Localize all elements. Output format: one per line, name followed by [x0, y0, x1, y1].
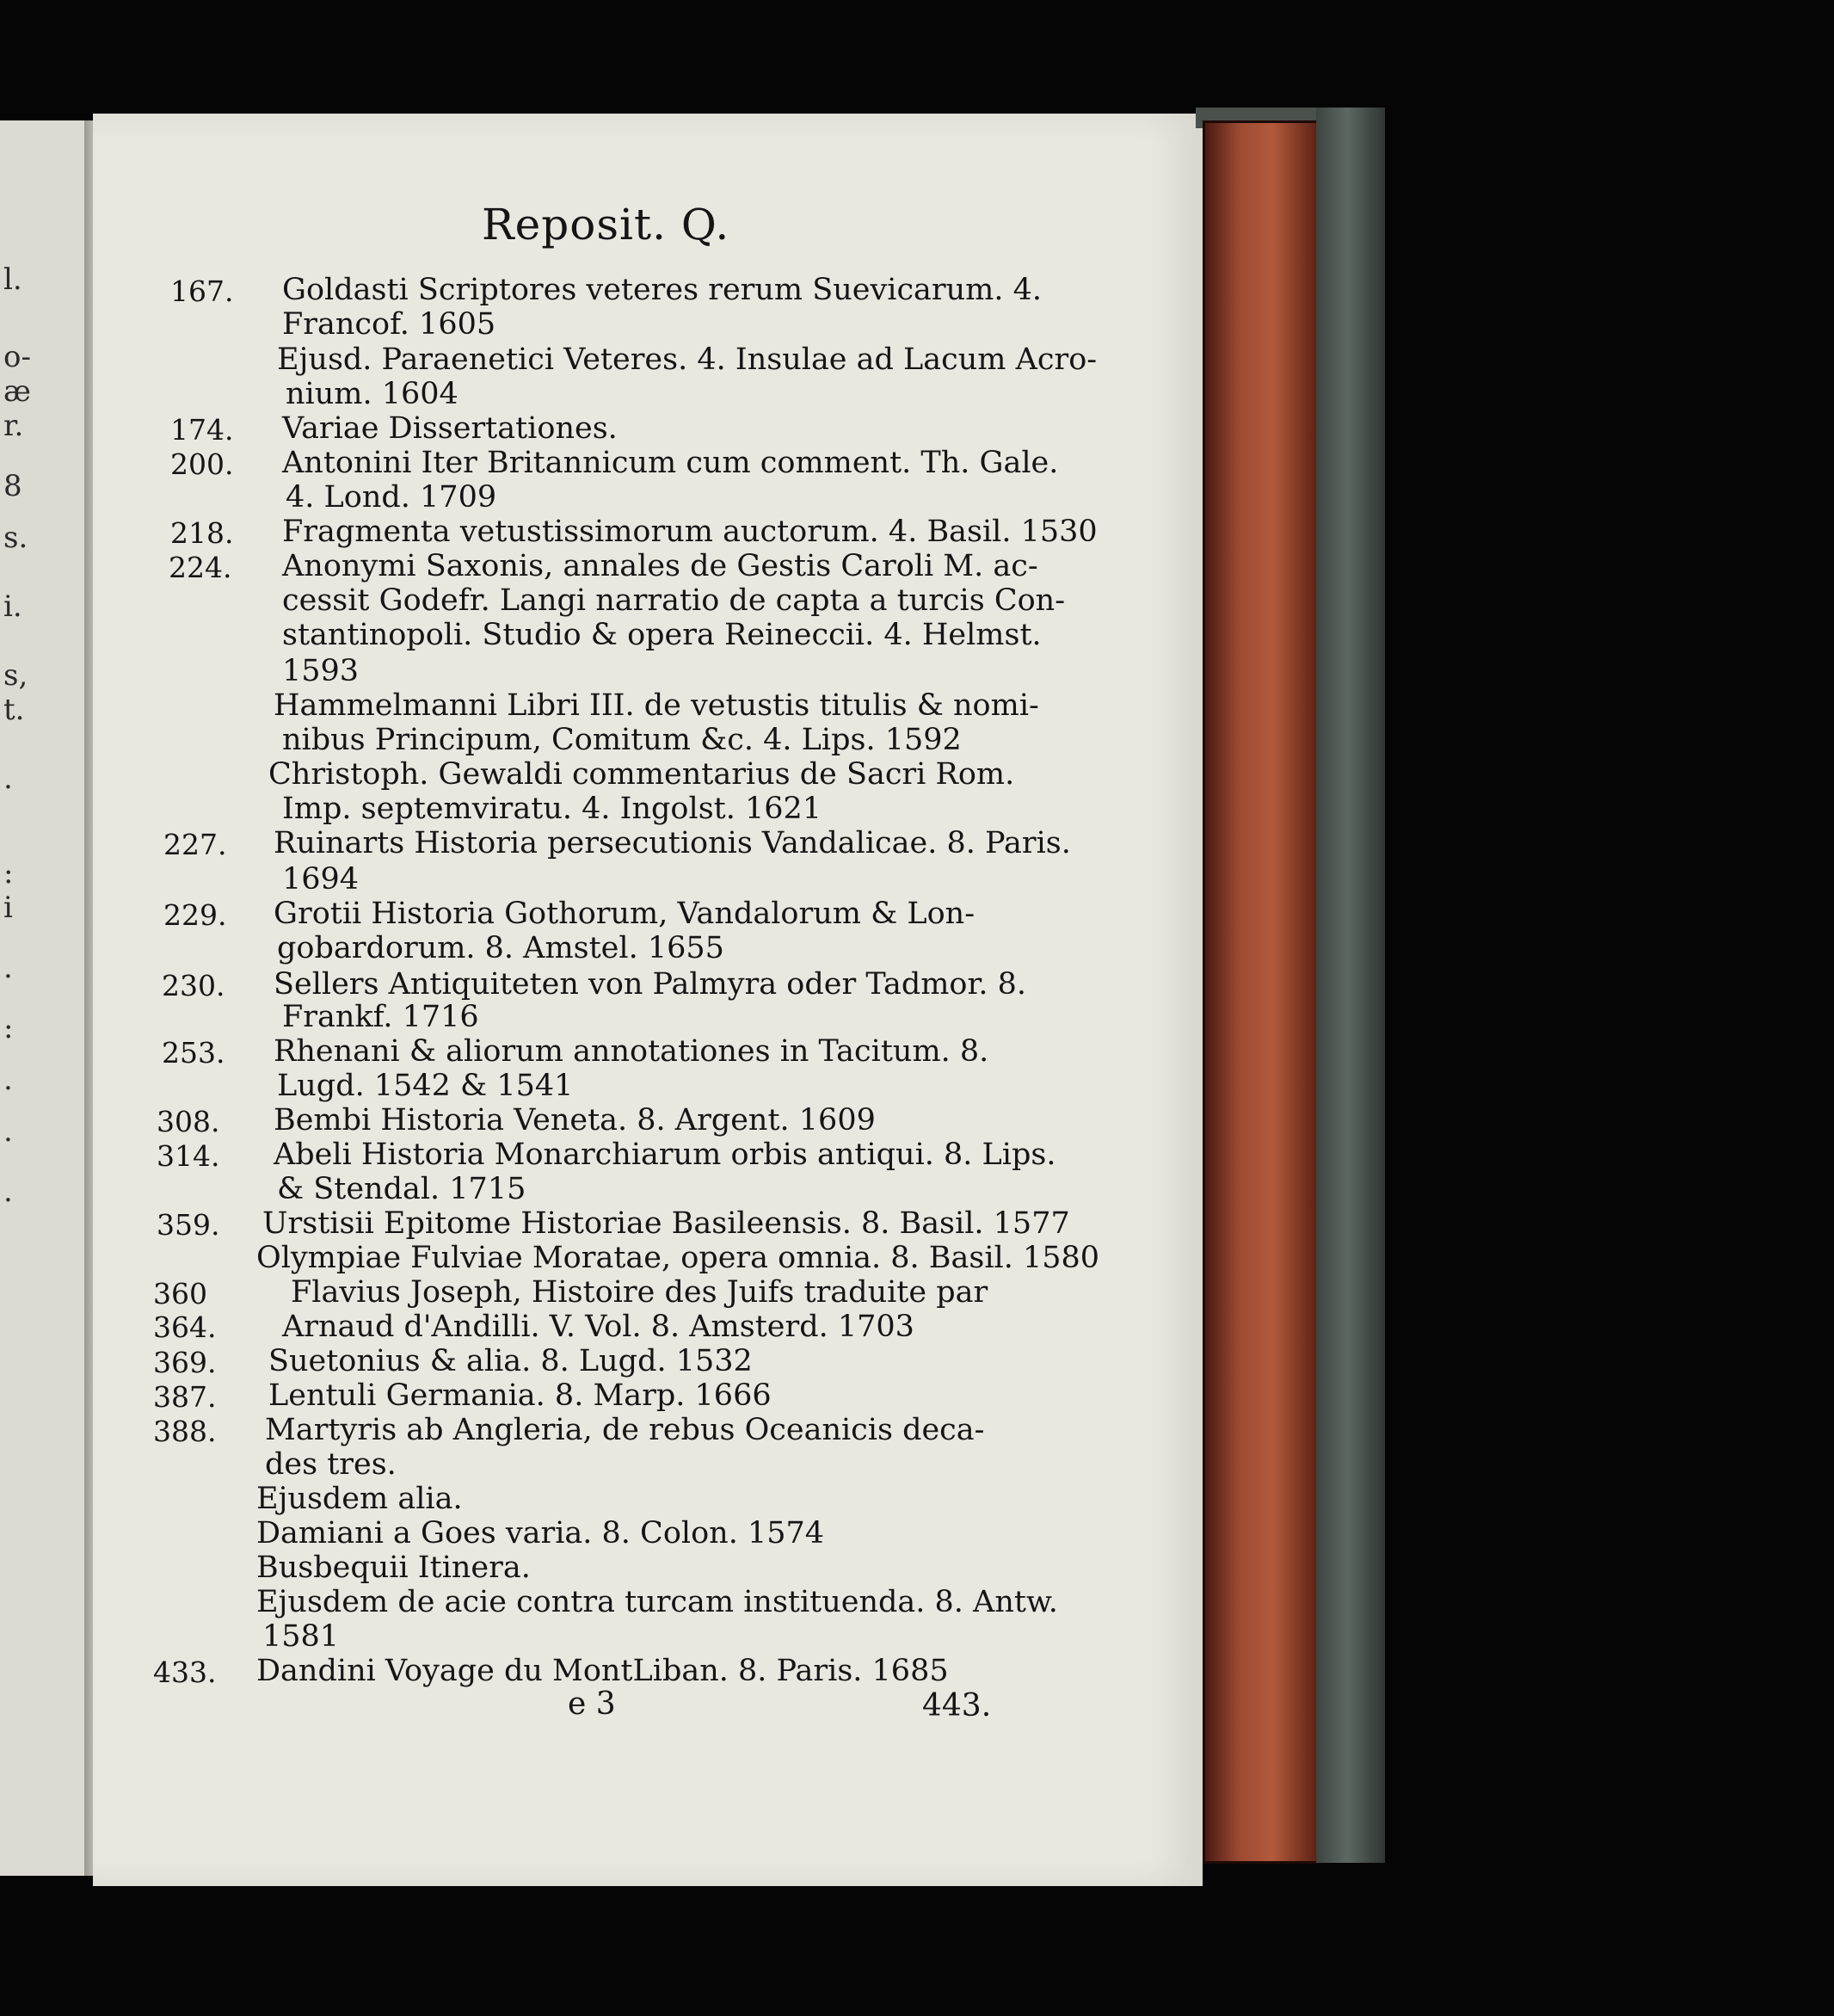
entry-number: 308. [157, 1105, 220, 1138]
entry-text: Frankf. 1716 [282, 1000, 479, 1034]
left-page-glyph: : [3, 856, 14, 891]
left-page-glyph: . [3, 761, 13, 796]
signature-mark: e 3 [568, 1686, 616, 1722]
left-page-glyph: s. [3, 521, 28, 555]
entry-text: Busbequii Itinera. [256, 1551, 531, 1585]
entry-number: 388. [153, 1415, 217, 1448]
left-page-glyph: . [3, 1114, 13, 1149]
entry-text: Lentuli Germania. 8. Marp. 1666 [268, 1378, 772, 1413]
entry-text: des tres. [265, 1447, 397, 1482]
entry-text: Antonini Iter Britannicum cum comment. Th. Gale. [282, 446, 1059, 480]
entry-text: Fragmenta vetustissimorum auctorum. 4. Basil. 1530 [282, 515, 1098, 549]
left-page-glyph: s, [3, 658, 28, 693]
entry-text: Grotii Historia Gothorum, Vandalorum & Lon- [274, 897, 975, 931]
entry-text: nium. 1604 [286, 377, 459, 411]
entry-text: Urstisii Epitome Historiae Basileensis. 8. Basil. 1577 [262, 1206, 1070, 1241]
left-page-glyph: æ [3, 374, 31, 409]
book-cover [1316, 108, 1385, 1863]
entry-text: gobardorum. 8. Amstel. 1655 [277, 931, 724, 965]
entry-number: 359. [157, 1208, 220, 1242]
entry-number: 230. [162, 969, 225, 1002]
entry-number: 360 364. [153, 1277, 217, 1344]
page-edges [1203, 120, 1320, 1864]
entry-text: cessit Godefr. Langi narratio de capta a turcis Con- [282, 583, 1066, 618]
left-page-glyph: . [3, 1063, 13, 1097]
entry-text: Rhenani & aliorum annotationes in Tacitum. 8. [274, 1034, 989, 1069]
left-page-glyph: t. [3, 693, 25, 727]
entry-text: stantinopoli. Studio & opera Reineccii. 4. Helmst. [282, 618, 1042, 652]
entry-text: Hammelmanni Libri III. de vetustis titulis & nomi- [274, 688, 1039, 723]
left-page-glyph: : [3, 1011, 14, 1045]
entry-text: 1593 [282, 654, 360, 688]
entry-text: 1581 [262, 1619, 340, 1654]
entry-text: Suetonius & alia. 8. Lugd. 1532 [268, 1344, 753, 1378]
entry-text: Anonymi Saxonis, annales de Gestis Caroli M. ac- [282, 549, 1038, 583]
entry-text: Variae Dissertationes. [282, 411, 618, 446]
entry-text: Damiani a Goes varia. 8. Colon. 1574 [256, 1516, 825, 1551]
left-page-glyph: . [3, 1174, 13, 1209]
left-page-edge [0, 120, 88, 1876]
page-header: Reposit. Q. [482, 200, 730, 250]
entry-text: Flavius Joseph, Histoire des Juifs traduite par [291, 1275, 988, 1310]
entry-text: Dandini Voyage du MontLiban. 8. Paris. 1685 [256, 1654, 949, 1688]
entry-text: Sellers Antiquiteten von Palmyra oder Tadmor. 8. [274, 967, 1027, 1002]
entry-number: 224. [169, 551, 232, 584]
entry-number: 229. [163, 898, 227, 932]
left-page-glyph: i. [3, 589, 22, 624]
entry-number: 387. [153, 1380, 217, 1414]
entry-text: Ejusdem alia. [256, 1482, 463, 1516]
entry-text: Francof. 1605 [282, 307, 496, 342]
entry-number: 218. [170, 516, 234, 550]
entry-text: Martyris ab Angleria, de rebus Oceanicis deca- [265, 1413, 985, 1447]
entry-number: 314. [157, 1139, 220, 1173]
entry-number: 227. [163, 828, 227, 861]
entry-number: 200. [170, 447, 234, 481]
entry-number: 167. [170, 274, 234, 308]
entry-text: Goldasti Scriptores veteres rerum Suevicarum. 4. [282, 273, 1043, 307]
entry-text: & Stendal. 1715 [277, 1172, 526, 1206]
left-page-glyph: r. [3, 409, 24, 443]
left-page-glyph: . [3, 951, 13, 985]
entry-text: 4. Lond. 1709 [286, 480, 497, 515]
left-page-glyph: o- [3, 340, 31, 374]
entry-text: Ruinarts Historia persecutionis Vandalicae. 8. Paris. [274, 826, 1071, 860]
entry-text: Ejusd. Paraenetici Veteres. 4. Insulae ad Lacum Acro- [277, 342, 1098, 377]
left-page-glyph: l. [3, 262, 22, 297]
left-page-glyph: i [3, 891, 13, 925]
entry-text: Lugd. 1542 & 1541 [277, 1069, 574, 1103]
entry-text: Bembi Historia Veneta. 8. Argent. 1609 [274, 1103, 876, 1137]
entry-text: 1694 [282, 862, 360, 897]
entry-number: 174. [170, 413, 234, 447]
entry-text: Abeli Historia Monarchiarum orbis antiqui. 8. Lips. [274, 1137, 1056, 1172]
entry-number: 369. [153, 1346, 217, 1379]
entry-text: nibus Principum, Comitum &c. 4. Lips. 1592 [282, 723, 962, 757]
entry-number: 433. [153, 1655, 217, 1689]
entry-text: Imp. septemviratu. 4. Ingolst. 1621 [282, 792, 822, 826]
catchword: 443. [922, 1688, 992, 1723]
left-page-glyph: 8 [3, 469, 22, 503]
entry-text: Christoph. Gewaldi commentarius de Sacri Rom. [268, 757, 1015, 792]
entry-text: Arnaud d'Andilli. V. Vol. 8. Amsterd. 1703 [282, 1310, 914, 1344]
entry-number: 253. [162, 1036, 225, 1070]
entry-text: Olympiae Fulviae Moratae, opera omnia. 8. Basil. 1580 [256, 1241, 1100, 1275]
entry-text: Ejusdem de acie contra turcam instituenda. 8. Antw. [256, 1585, 1058, 1619]
